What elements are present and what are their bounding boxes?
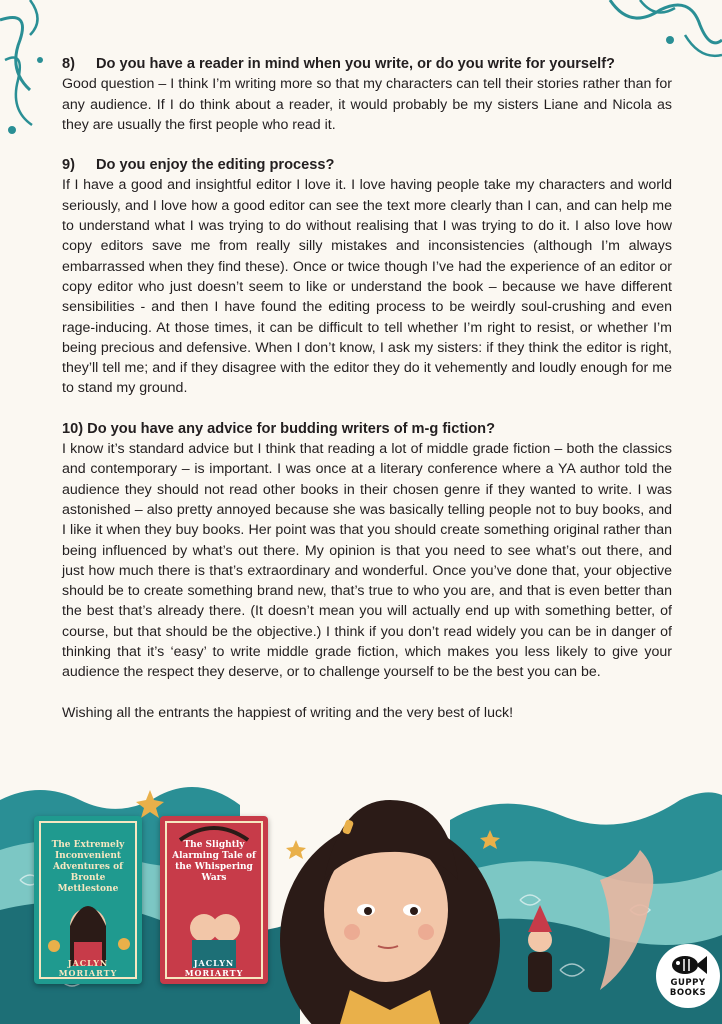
question-heading [62, 54, 672, 74]
question-heading [62, 155, 672, 175]
question-9 [62, 155, 672, 399]
book-author: JACLYN MORIARTY [184, 958, 244, 978]
book-cover-whispering-wars[interactable] [160, 816, 268, 984]
book-title: The Slightly Alarming Tale of the Whispering Wars [172, 840, 256, 883]
question-number: 9) [62, 157, 75, 174]
fish-icon [668, 954, 708, 976]
question-number: 8) [62, 56, 75, 72]
book-title: The Extremely Inconvenient Adventures of Bronte Mettlestone [51, 840, 125, 894]
swirl-decoration-top-left [0, 0, 60, 150]
logo-line-1: GUPPY [670, 978, 706, 988]
question-text: Do you enjoy the editing process? [96, 157, 335, 174]
question-10 [62, 419, 672, 683]
question-8 [62, 54, 672, 135]
guppy-books-logo[interactable] [656, 944, 720, 1008]
illustration-footer [0, 760, 722, 1024]
question-text: Do you have any advice for budding writers of m-g fiction? [87, 420, 496, 437]
interview-body [62, 54, 672, 723]
question-heading [62, 419, 672, 439]
logo-line-2: BOOKS [669, 988, 707, 998]
book-author: JACLYN MORIARTY [58, 958, 118, 978]
answer-paragraph: If I have a good and insightful editor I love it. I love having people take my characters and world seriously, and I love how a good editor can see the text more clearly than I can, and can help me to understand what I was trying to do without realising that I was trying to do it. I also love how copy editors save me from really silly mistakes and inconsistencies (although I’m always embarrassed when they find these). Once or twice though I’ve had the experience of an editor or copy editor who just doesn’t seem to like or understand the book – because we have different sensibilities - and then I have found the editing process to be weirdly soul-crushing and even rage-inducing. At those times, it can be difficult to tell whether I’m right to resist, or whether I’m being precious and defensive. When I don’t know, I ask my sisters: if they think the editor is right, they’ll tell me; and if they disagree with the editor they do it vehemently and loudly enough for me to stand my ground. [62, 177, 672, 397]
answer-paragraph: I know it’s standard advice but I think that reading a lot of middle grade fiction – both the classics and contemporary – is important. I was once at a literary conference where a YA author told the audience they should not read other books in their chosen genre if they wanted to write. I was astonished – also pretty annoyed because she was basically telling people not to buy books, and I like it when they buy books. Her point was that you should create something original rather than being influenced by what’s out there. My opinion is that you need to see what’s out there, and just how much there is that’s extraordinary and wonderful. Once you’ve done that, your objective should be to create something brand new, that’s true to who you are, and that is even better than the best that’s already there. (It doesn’t mean you will actually end up with something better, of course, but that should be the objective.) I think if you don’t read widely you can be in danger of thinking that it’s ‘easy’ to write middle grade fiction, which makes you less likely to give your audience the respect they deserve, or to challenge yourself to be the best you can be. [62, 441, 672, 681]
question-number: 10) [62, 420, 84, 437]
book-cover-bronte-mettlestone[interactable] [34, 816, 142, 984]
logo-text [656, 978, 720, 998]
answer-paragraph: Good question – I think I’m writing more so that my characters can tell their stories rather than for any audience. If I do think about a reader, it would probably be my sisters Liane and Nicola as they are usually the first people who read it. [62, 76, 672, 133]
closing-line: Wishing all the entrants the happiest of writing and the very best of luck! [62, 704, 514, 721]
question-text: Do you have a reader in mind when you write, or do you write for yourself? [96, 56, 615, 72]
